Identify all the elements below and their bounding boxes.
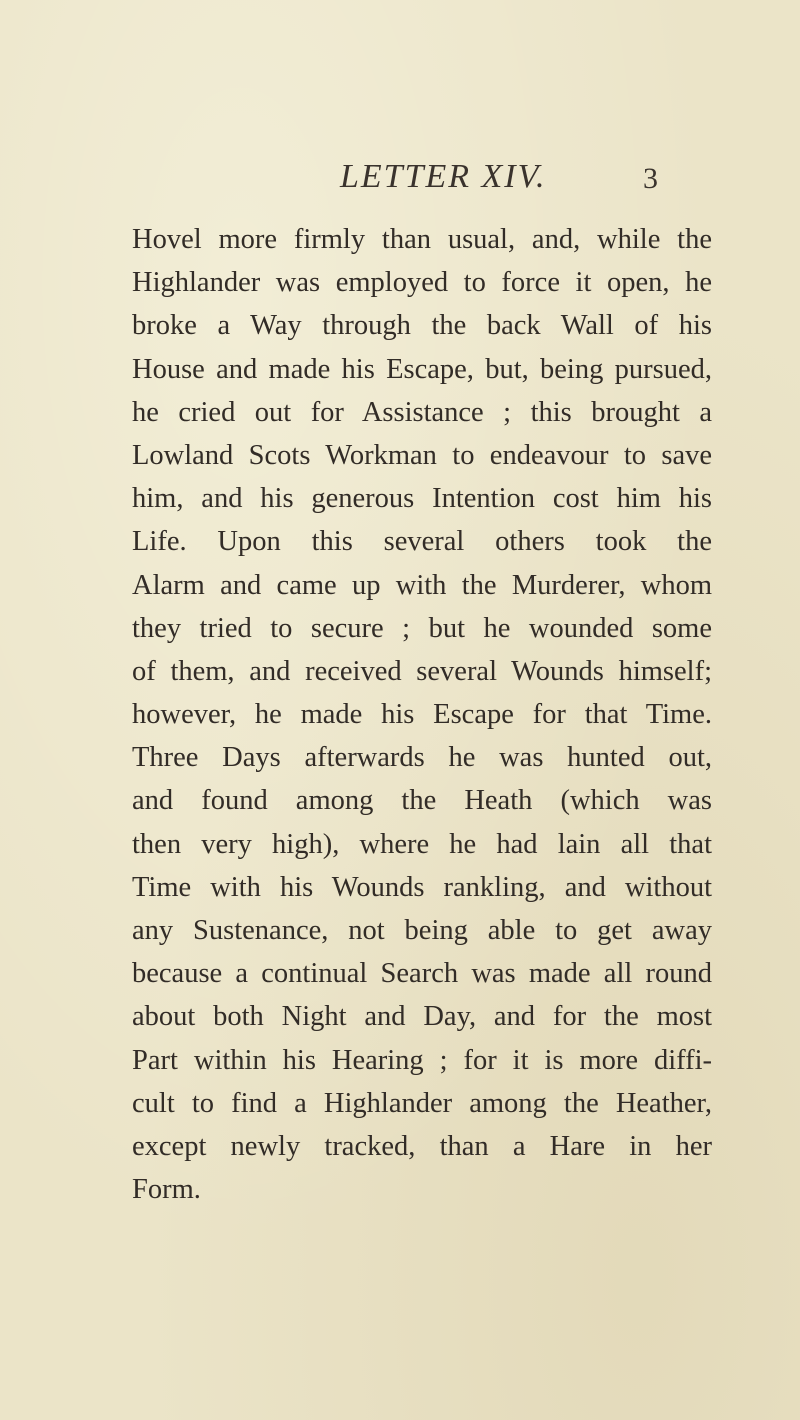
body-text — [132, 218, 712, 1211]
text-line: Time with his Wounds rankling, and without — [132, 871, 712, 903]
text-line: Lowland Scots Workman to endeavour to save — [132, 439, 712, 471]
text-line: him, and his generous Intention cost him his — [132, 483, 712, 515]
text-line: except newly tracked, than a Hare in her — [132, 1130, 712, 1162]
text-line: Form. — [132, 1174, 201, 1206]
text-line: Highlander was employed to force it open, he — [132, 267, 712, 299]
text-line: he cried out for Assistance ; this brought a — [132, 396, 712, 428]
text-line: cult to find a Highlander among the Heather, — [132, 1087, 712, 1119]
text-line: Part within his Hearing ; for it is more diffi- — [132, 1044, 712, 1076]
text-line: of them, and received several Wounds himself; — [132, 655, 712, 687]
text-line: they tried to secure ; but he wounded some — [132, 612, 712, 644]
text-line: and found among the Heath (which was — [132, 785, 712, 817]
text-line: Three Days afterwards he was hunted out, — [132, 742, 712, 774]
text-line: however, he made his Escape for that Time. — [132, 699, 712, 731]
text-line: Alarm and came up with the Murderer, whom — [132, 569, 712, 601]
page-number: 3 — [643, 162, 658, 195]
text-line: broke a Way through the back Wall of his — [132, 310, 712, 342]
running-head — [0, 158, 800, 198]
text-line: Hovel more firmly than usual, and, while the — [132, 224, 712, 255]
text-line: about both Night and Day, and for the most — [132, 1001, 712, 1033]
text-line: because a continual Search was made all round — [132, 958, 712, 990]
text-line: House and made his Escape, but, being pursued, — [132, 353, 712, 385]
running-head-title: LETTER XIV. — [340, 158, 547, 195]
text-line: then very high), where he had lain all that — [132, 828, 712, 860]
text-line: any Sustenance, not being able to get away — [132, 915, 712, 946]
text-line: Life. Upon this several others took the — [132, 526, 712, 558]
